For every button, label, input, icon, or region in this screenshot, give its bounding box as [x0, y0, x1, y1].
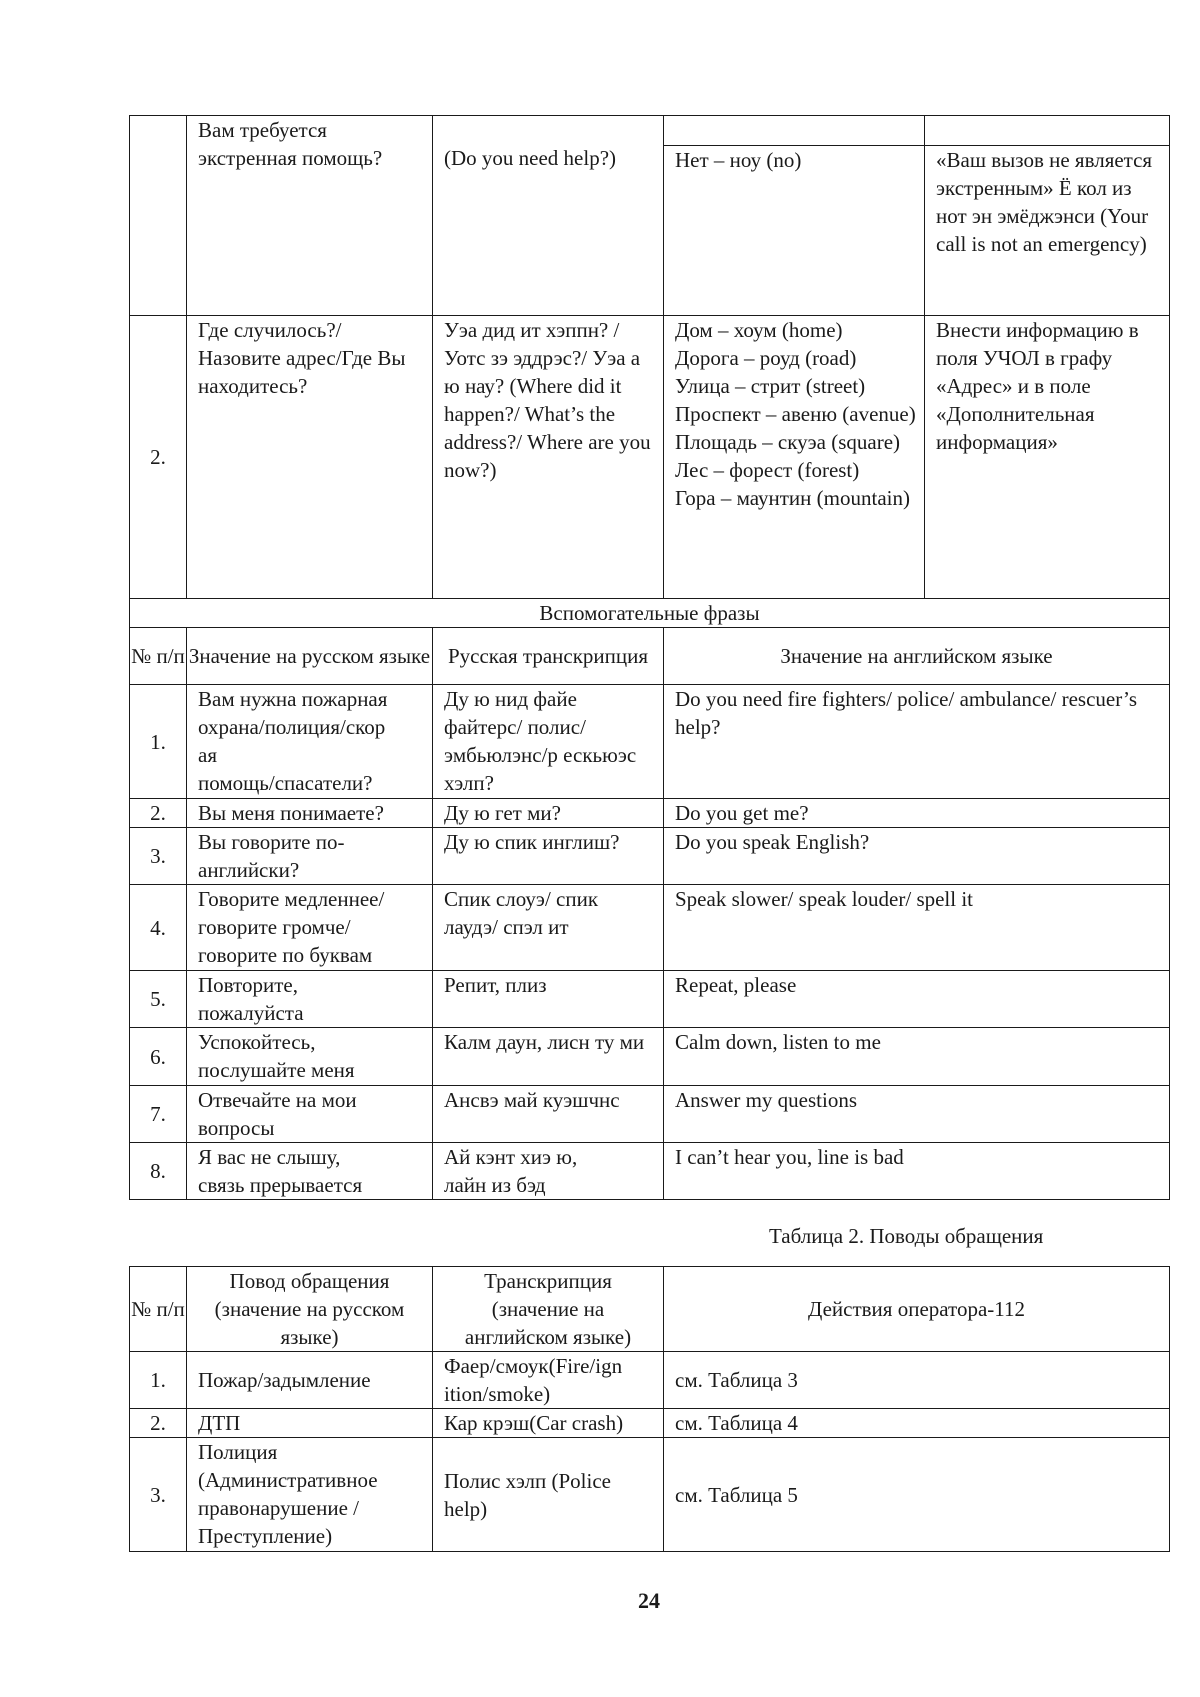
- table-row: [130, 1352, 1170, 1409]
- reason-action: см. Таблица 4: [664, 1409, 1170, 1438]
- reason-transcription: Кар крэш(Car crash): [433, 1409, 664, 1438]
- cont-action-strip: [925, 116, 1170, 146]
- phrase-tr: Ансвэ май куэшчнс: [433, 1086, 664, 1143]
- phrase-en: Do you get me?: [664, 799, 1170, 828]
- reason-num: 2.: [130, 1409, 187, 1438]
- page-number: 24: [638, 1588, 660, 1613]
- cont-action-cell: «Ваш вызов не является экстренным» Ё кол из нот эн эмёджэнси (Your call is not an emergency): [925, 146, 1170, 316]
- cont-answer-cell: Нет – ноу (no): [664, 146, 925, 316]
- header-transcription-ru: Русская транскрипция: [433, 628, 664, 685]
- t2-header-reason: Повод обращения (значение на русском языке): [187, 1267, 433, 1352]
- section-title: Вспомогательные фразы: [130, 599, 1170, 628]
- table-row: [130, 1409, 1170, 1438]
- cont-transcription-cell: [433, 116, 664, 316]
- t2-header-num: № п/п: [130, 1267, 187, 1352]
- row2-num: 2.: [130, 316, 187, 599]
- table-row: [130, 1143, 1170, 1200]
- table-row: [130, 685, 1170, 799]
- table2-caption: Таблица 2. Поводы обращения: [769, 1224, 1044, 1248]
- phrase-num: 2.: [130, 799, 187, 828]
- cont-num-cell: [130, 116, 187, 316]
- reason-transcription: Полис хэлп (Police help): [433, 1438, 664, 1552]
- phrase-ru: Говорите медленнее/ говорите громче/ говорите по буквам: [187, 885, 433, 971]
- reason-transcription: Фаер/смоук(Fire/ign ition/smoke): [433, 1352, 664, 1409]
- phrase-en: Repeat, please: [664, 971, 1170, 1028]
- reason-action: см. Таблица 3: [664, 1352, 1170, 1409]
- phrase-ru: Повторите, пожалуйста: [187, 971, 433, 1028]
- phrase-tr: Спик слоуэ/ спик лаудэ/ спэл ит: [433, 885, 664, 971]
- header-meaning-ru: Значение на русском языке: [187, 628, 433, 685]
- cont-answer-strip: [664, 116, 925, 146]
- phrase-num: 3.: [130, 828, 187, 885]
- reason-text: ДТП: [187, 1409, 433, 1438]
- row2-question: Где случилось?/Назовите адрес/Где Вы находитесь?: [187, 316, 433, 599]
- phrase-num: 8.: [130, 1143, 187, 1200]
- phrase-tr: Ду ю спик инглиш?: [433, 828, 664, 885]
- table-row: [130, 885, 1170, 971]
- header-num: № п/п: [130, 628, 187, 685]
- table-row: [130, 1438, 1170, 1552]
- reason-num: 3.: [130, 1438, 187, 1552]
- row2-transcription: Уэа дид ит хэппн? /Уотс зэ эддрэс?/ Уэа а ю нау? (Where did it happen?/ What’s the address?/ Where are you now?): [433, 316, 664, 599]
- t2-header-actions: Действия оператора-112: [664, 1267, 1170, 1352]
- table-row: [130, 799, 1170, 828]
- phrase-ru: Отвечайте на мои вопросы: [187, 1086, 433, 1143]
- table-row: [130, 971, 1170, 1028]
- phrase-ru: Успокойтесь, послушайте меня: [187, 1028, 433, 1086]
- phrase-tr: Калм даун, лисн ту ми: [433, 1028, 664, 1086]
- reason-action: см. Таблица 5: [664, 1438, 1170, 1552]
- row2-action: Внести информацию в поля УЧОЛ в графу «Адрес» и в поле «Дополнительная информация»: [925, 316, 1170, 599]
- phrase-tr: Ай кэнт хиэ ю, лайн из бэд: [433, 1143, 664, 1200]
- phrases-table: [129, 115, 1170, 1200]
- phrase-num: 1.: [130, 685, 187, 799]
- phrase-num: 4.: [130, 885, 187, 971]
- reasons-table: [129, 1266, 1170, 1552]
- phrase-en: Answer my questions: [664, 1086, 1170, 1143]
- cont-transcription-text: (Do you need help?): [444, 146, 617, 170]
- cont-question-cell: Вам требуется экстренная помощь?: [187, 116, 433, 316]
- t2-header-transcription: Транскрипция (значение на английском языке): [433, 1267, 664, 1352]
- row2-answer: Дом – хоум (home) Дорога – роуд (road) Улица – стрит (street) Проспект – авеню (avenue) Площадь – скуэа (square) Лес – форест (forest) Гора – маунтин (mountain): [664, 316, 925, 599]
- phrase-ru: Вы меня понимаете?: [187, 799, 433, 828]
- phrase-en: Calm down, listen to me: [664, 1028, 1170, 1086]
- reason-text: Пожар/задымление: [187, 1352, 433, 1409]
- phrase-tr: Ду ю нид файе файтерс/ полис/эмбьюлэнс/р ескьюэс хэлп?: [433, 685, 664, 799]
- table-row: [130, 1028, 1170, 1086]
- phrase-en: Do you speak English?: [664, 828, 1170, 885]
- table-row: [130, 828, 1170, 885]
- phrase-ru: Вам нужна пожарная охрана/полиция/скор ая помощь/спасатели?: [187, 685, 433, 799]
- phrase-ru: Вы говорите по- английски?: [187, 828, 433, 885]
- table-row: [130, 1086, 1170, 1143]
- phrase-num: 6.: [130, 1028, 187, 1086]
- reason-num: 1.: [130, 1352, 187, 1409]
- phrase-tr: Репит, плиз: [433, 971, 664, 1028]
- phrase-num: 7.: [130, 1086, 187, 1143]
- header-meaning-en: Значение на английском языке: [664, 628, 1170, 685]
- phrase-en: I can’t hear you, line is bad: [664, 1143, 1170, 1200]
- phrase-en: Do you need fire fighters/ police/ ambulance/ rescuer’s help?: [664, 685, 1170, 799]
- phrase-ru: Я вас не слышу, связь прерывается: [187, 1143, 433, 1200]
- phrase-num: 5.: [130, 971, 187, 1028]
- reason-text: Полиция (Административное правонарушение / Преступление): [187, 1438, 433, 1552]
- phrase-tr: Ду ю гет ми?: [433, 799, 664, 828]
- phrase-en: Speak slower/ speak louder/ spell it: [664, 885, 1170, 971]
